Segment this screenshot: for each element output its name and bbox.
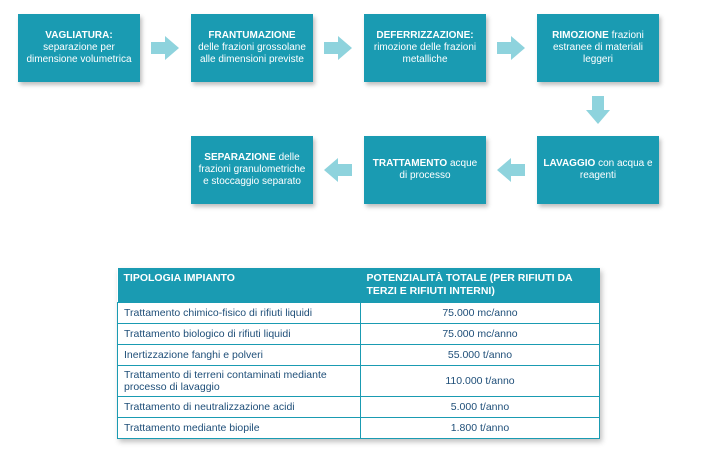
cell-type: Trattamento chimico-fisico di rifiuti liquidi xyxy=(118,303,361,324)
arrow-left-icon xyxy=(497,158,525,182)
cell-capacity: 110.000 t/anno xyxy=(361,366,600,397)
cell-type: Trattamento di neutralizzazione acidi xyxy=(118,397,361,418)
table-row xyxy=(118,397,600,418)
step-lead: FRANTUMAZIONE xyxy=(208,30,296,41)
table-header-row xyxy=(118,268,600,303)
step-text: separazione per dimensione volumetrica xyxy=(26,42,132,65)
capacity-table xyxy=(117,268,600,439)
table-row xyxy=(118,366,600,397)
step-lead: LAVAGGIO xyxy=(543,158,596,169)
step-trattamento xyxy=(364,136,486,204)
step-text: rimozione delle frazioni metalliche xyxy=(373,42,477,65)
header-type: TIPOLOGIA IMPIANTO xyxy=(118,268,361,303)
cell-capacity: 75.000 mc/anno xyxy=(361,324,600,345)
step-lead: VAGLIATURA: xyxy=(45,30,113,41)
cell-type: Trattamento di terreni contaminati mediante processo di lavaggio xyxy=(118,366,361,397)
cell-capacity: 1.800 t/anno xyxy=(361,418,600,439)
arrow-left-icon xyxy=(324,158,352,182)
step-text: acque di processo xyxy=(399,158,478,181)
table-row xyxy=(118,324,600,345)
cell-type: Trattamento biologico di rifiuti liquidi xyxy=(118,324,361,345)
step-lavaggio xyxy=(537,136,659,204)
step-lead: SEPARAZIONE xyxy=(204,152,276,163)
cell-capacity: 5.000 t/anno xyxy=(361,397,600,418)
step-deferrizzazione xyxy=(364,14,486,82)
step-text: delle frazioni grossolane alle dimensioni previste xyxy=(198,42,306,65)
step-separazione xyxy=(191,136,313,204)
cell-type: Trattamento mediante biopile xyxy=(118,418,361,439)
step-vagliatura xyxy=(18,14,140,82)
step-rimozione xyxy=(537,14,659,82)
step-lead: RIMOZIONE xyxy=(552,30,609,41)
step-text: frazioni estranee di materiali leggeri xyxy=(552,30,644,65)
step-lead: DEFERRIZZAZIONE: xyxy=(376,30,474,41)
table-row xyxy=(118,303,600,324)
cell-capacity: 55.000 t/anno xyxy=(361,345,600,366)
arrow-down-icon xyxy=(586,96,610,124)
cell-capacity: 75.000 mc/anno xyxy=(361,303,600,324)
cell-type: Inertizzazione fanghi e polveri xyxy=(118,345,361,366)
arrow-right-icon xyxy=(324,36,352,60)
header-capacity: POTENZIALITÀ TOTALE (PER RIFIUTI DA TERZI E RIFIUTI INTERNI) xyxy=(361,268,600,303)
step-lead: TRATTAMENTO xyxy=(372,158,448,169)
table-row xyxy=(118,345,600,366)
arrow-right-icon xyxy=(497,36,525,60)
step-frantumazione xyxy=(191,14,313,82)
step-text: con acqua e reagenti xyxy=(579,158,653,181)
table-row xyxy=(118,418,600,439)
arrow-right-icon xyxy=(151,36,179,60)
step-text: delle frazioni granulometriche e stoccaggio separato xyxy=(198,152,306,187)
